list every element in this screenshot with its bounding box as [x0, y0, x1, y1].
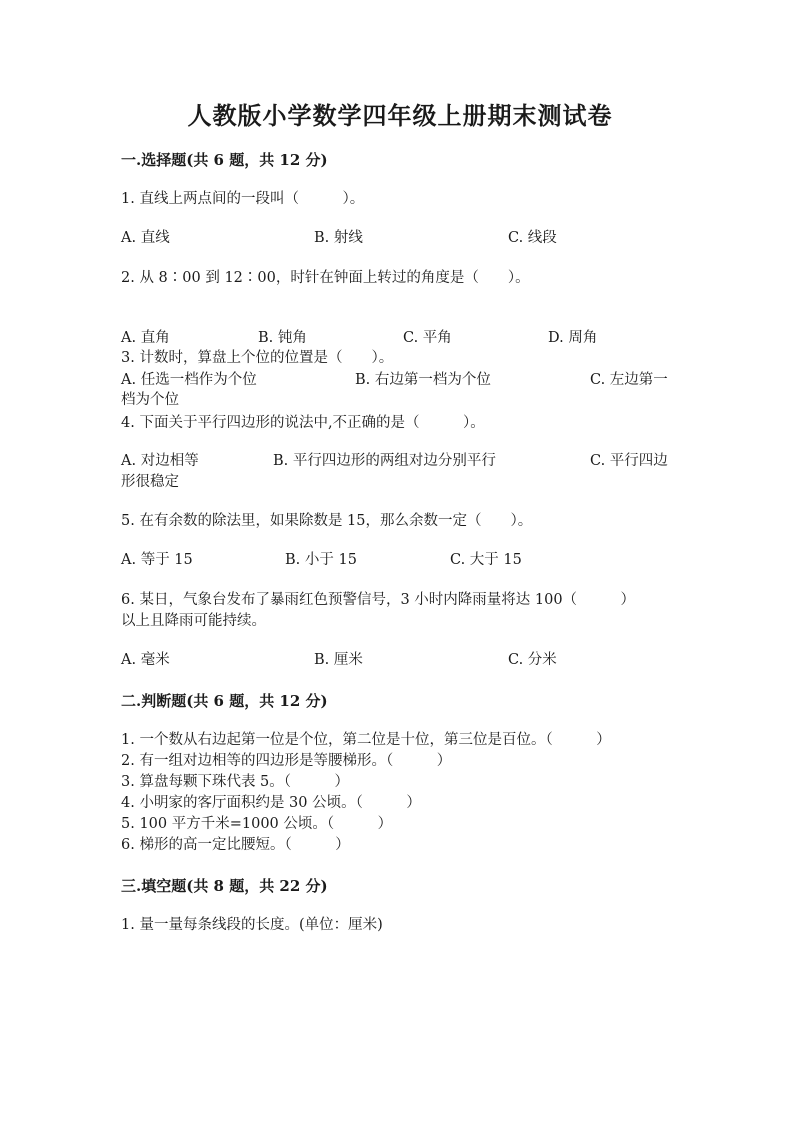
option-text: C. 左边第一	[590, 372, 668, 388]
question-text: 5. 100 平方千米=1000 公顷。（ ）	[121, 816, 393, 832]
option-text: A. 任选一档作为个位	[121, 372, 257, 388]
option-text: A. 毫米	[121, 652, 170, 668]
question-text: 6. 某日，气象台发布了暴雨红色预警信号，3 小时内降雨量将达 100（ ）	[121, 592, 636, 608]
option-text-continued: 档为个位	[121, 392, 179, 408]
question-text: 2. 有一组对边相等的四边形是等腰梯形。（ ）	[121, 753, 452, 769]
section-heading-fill: 三.填空题(共 8 题，共 22 分)	[121, 877, 328, 895]
page-title: 人教版小学数学四年级上册期末测试卷	[187, 101, 613, 130]
option-text: B. 射线	[314, 230, 363, 246]
option-text: B. 钝角	[258, 330, 307, 346]
question-text: 1. 量一量每条线段的长度。(单位：厘米)	[121, 917, 383, 933]
option-text: B. 平行四边形的两组对边分别平行	[273, 453, 496, 469]
option-text: C. 大于 15	[450, 552, 522, 568]
option-text: A. 对边相等	[121, 453, 199, 469]
option-text: C. 平角	[403, 330, 452, 346]
section-heading-choice: 一.选择题(共 6 题，共 12 分)	[121, 151, 328, 169]
question-text-continued: 以上且降雨可能持续。	[121, 613, 266, 629]
question-text: 6. 梯形的高一定比腰短。（ ）	[121, 837, 350, 853]
question-text: 4. 下面关于平行四边形的说法中,不正确的是（ ）。	[121, 415, 485, 431]
question-text: 1. 直线上两点间的一段叫（ ）。	[121, 191, 365, 207]
option-text: B. 厘米	[314, 652, 363, 668]
option-text: C. 平行四边	[590, 453, 668, 469]
option-text: A. 直角	[121, 330, 170, 346]
option-text: C. 分米	[508, 652, 557, 668]
option-text: B. 右边第一档为个位	[355, 372, 491, 388]
option-text: A. 等于 15	[121, 552, 193, 568]
section-heading-judge: 二.判断题(共 6 题，共 12 分)	[121, 692, 328, 710]
option-text: C. 线段	[508, 230, 557, 246]
option-text: A. 直线	[121, 230, 170, 246]
question-text: 3. 计数时，算盘上个位的位置是（ ）。	[121, 350, 394, 366]
question-text: 5. 在有余数的除法里，如果除数是 15，那么余数一定（ ）。	[121, 513, 533, 529]
option-text-continued: 形很稳定	[121, 474, 179, 490]
option-text: B. 小于 15	[285, 552, 357, 568]
question-text: 4. 小明家的客厅面积约是 30 公顷。（ ）	[121, 795, 421, 811]
question-text: 1. 一个数从右边起第一位是个位，第二位是十位，第三位是百位。（ ）	[121, 732, 611, 748]
option-text: D. 周角	[548, 330, 598, 346]
question-text: 2. 从 8∶00 到 12∶00，时针在钟面上转过的角度是（ ）。	[121, 270, 530, 286]
question-text: 3. 算盘每颗下珠代表 5。（ ）	[121, 774, 350, 790]
